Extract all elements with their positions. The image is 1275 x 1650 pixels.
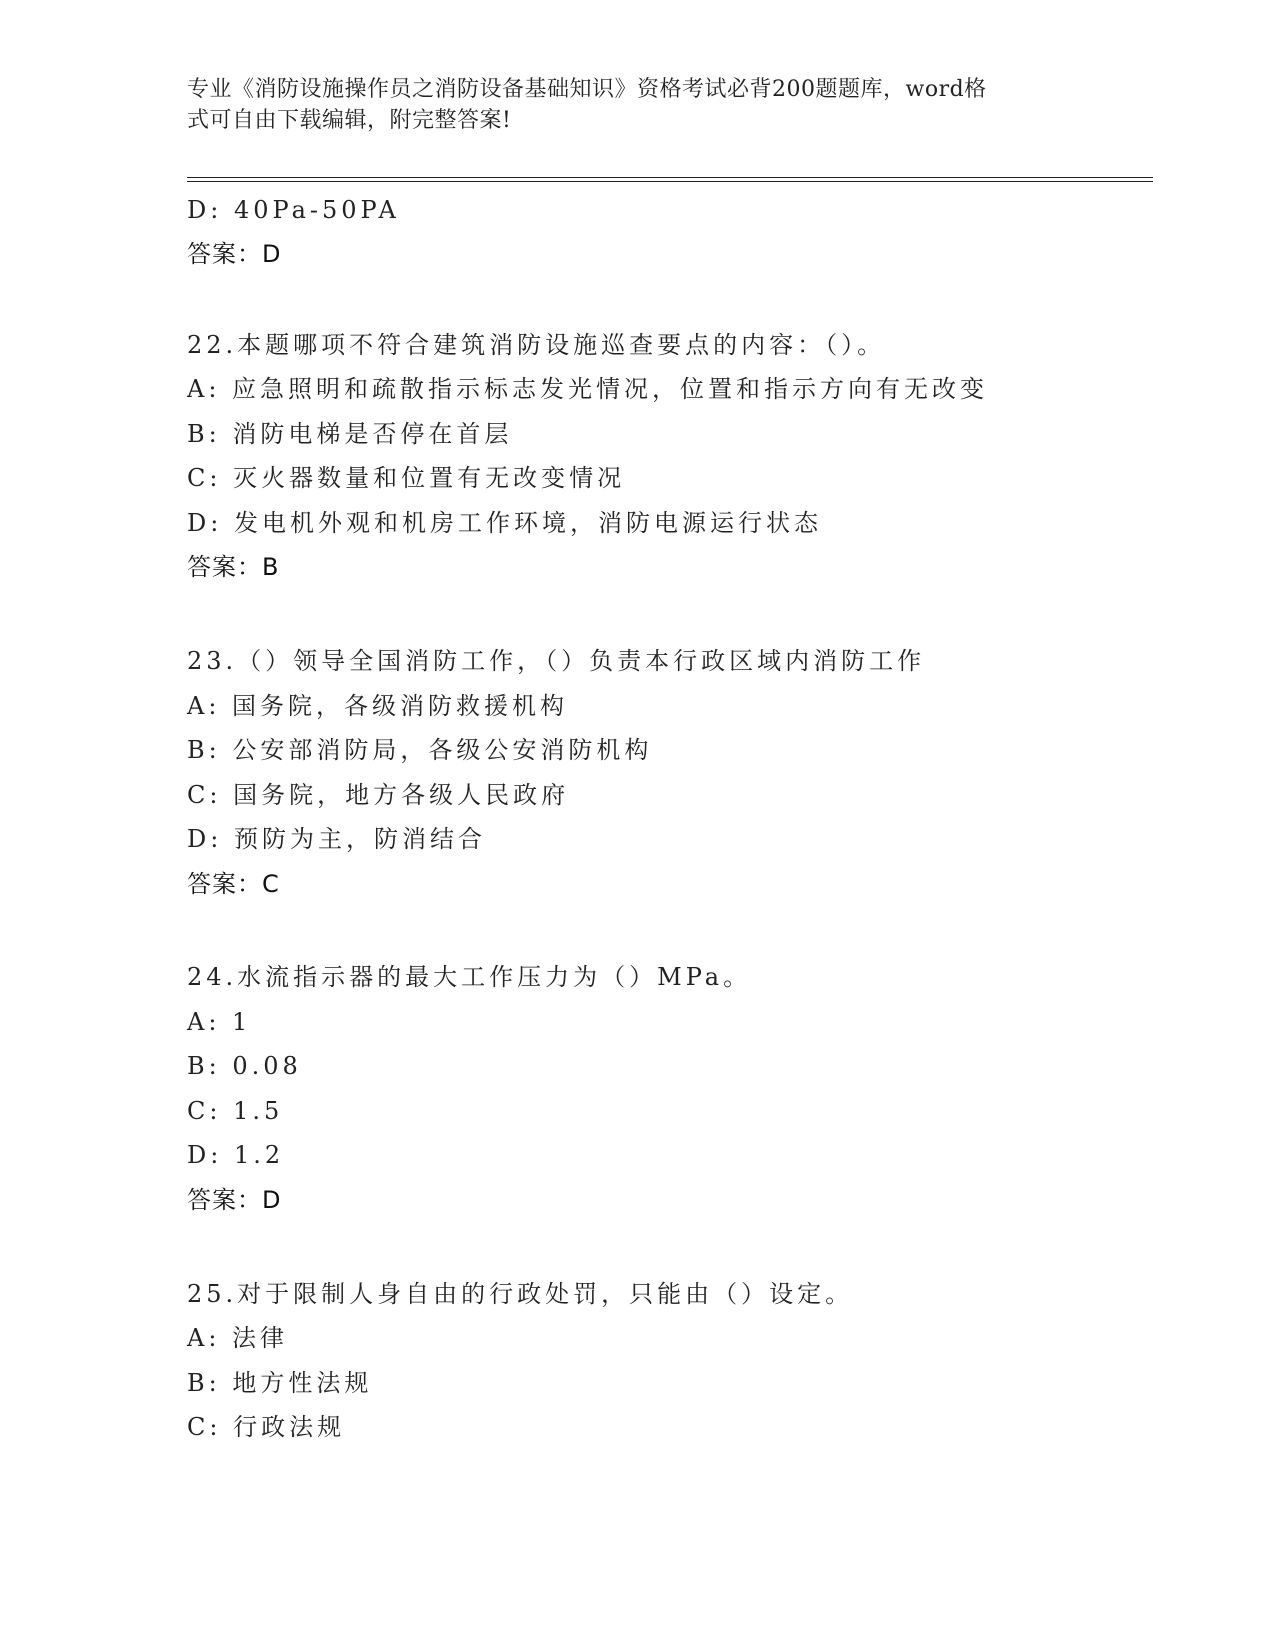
question-22: 22.本题哪项不符合建筑消防设施巡查要点的内容：（）。	[187, 331, 886, 359]
question-23: 23.（）领导全国消防工作，（）负责本行政区域内消防工作	[187, 647, 926, 675]
option-d-q23: D: 预防为主，防消结合	[187, 825, 486, 853]
option-a-q25: A: 法律	[187, 1324, 289, 1352]
answer-q21: 答案：D	[187, 240, 282, 268]
option-b-q24: B: 0.08	[187, 1052, 302, 1080]
option-d-q21: D: 40Pa-50PA	[187, 196, 400, 224]
answer-q23: 答案：C	[187, 870, 280, 898]
option-a-q24: A: 1	[187, 1008, 252, 1036]
option-c-q23: C: 国务院，地方各级人民政府	[187, 781, 570, 809]
option-a-q23: A: 国务院，各级消防救援机构	[187, 692, 569, 720]
option-a-q22: A: 应急照明和疏散指示标志发光情况，位置和指示方向有无改变	[187, 375, 989, 403]
header-line-1: 专业《消防设施操作员之消防设备基础知识》资格考试必背200题题库，word格	[187, 77, 987, 102]
option-c-q24: C: 1.5	[187, 1097, 284, 1125]
header-divider-top	[187, 177, 1153, 178]
option-b-q25: B: 地方性法规	[187, 1369, 373, 1397]
question-25: 25.对于限制人身自由的行政处罚，只能由（）设定。	[187, 1280, 854, 1308]
answer-q22: 答案：B	[187, 553, 280, 581]
option-b-q22: B: 消防电梯是否停在首层	[187, 420, 513, 448]
option-d-q22: D: 发电机外观和机房工作环境，消防电源运行状态	[187, 509, 822, 537]
answer-q24: 答案：D	[187, 1186, 282, 1214]
header-divider-bottom	[187, 181, 1153, 182]
document-header	[187, 74, 1067, 136]
option-d-q24: D: 1.2	[187, 1141, 285, 1169]
option-b-q23: B: 公安部消防局，各级公安消防机构	[187, 736, 653, 764]
option-c-q22: C: 灭火器数量和位置有无改变情况	[187, 464, 626, 492]
question-24: 24.水流指示器的最大工作压力为（）MPa。	[187, 963, 752, 991]
header-line-2: 式可自由下载编辑，附完整答案!	[187, 108, 512, 133]
option-c-q25: C: 行政法规	[187, 1413, 346, 1441]
